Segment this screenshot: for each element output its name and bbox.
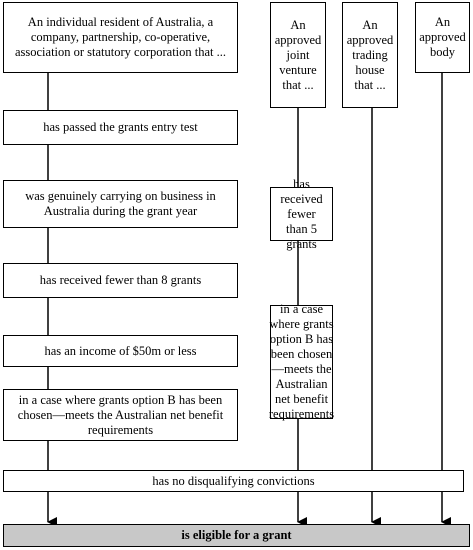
fewer-than-8-grants-box: has received fewer than 8 grants — [3, 263, 238, 298]
joint-venture-box: An approved joint venture that ... — [270, 2, 326, 108]
disqualifying-convictions-box: has no disqualifying convictions — [3, 470, 464, 492]
approved-body-box: An approved body — [415, 2, 470, 73]
net-benefit-box: in a case where grants option B has been chosen—meets the Australian net benefit requirements — [3, 389, 238, 441]
carrying-on-business-box: was genuinely carrying on business in Australia during the grant year — [3, 180, 238, 228]
jv-net-benefit-box: in a case where grants option B has been chosen—meets the Australian net benefit requirements — [268, 302, 335, 421]
fewer-than-5-grants-box: has received fewer than 5 grants — [270, 187, 333, 241]
grants-entry-test-box: has passed the grants entry test — [3, 110, 238, 145]
income-50m-box: has an income of $50m or less — [3, 335, 238, 367]
trading-house-box: An approved trading house that ... — [342, 2, 398, 108]
eligible-for-grant-box: is eligible for a grant — [3, 524, 470, 547]
individual-resident-box: An individual resident of Australia, a company, partnership, co-operative, association or statutory corporation that ... — [3, 2, 238, 73]
